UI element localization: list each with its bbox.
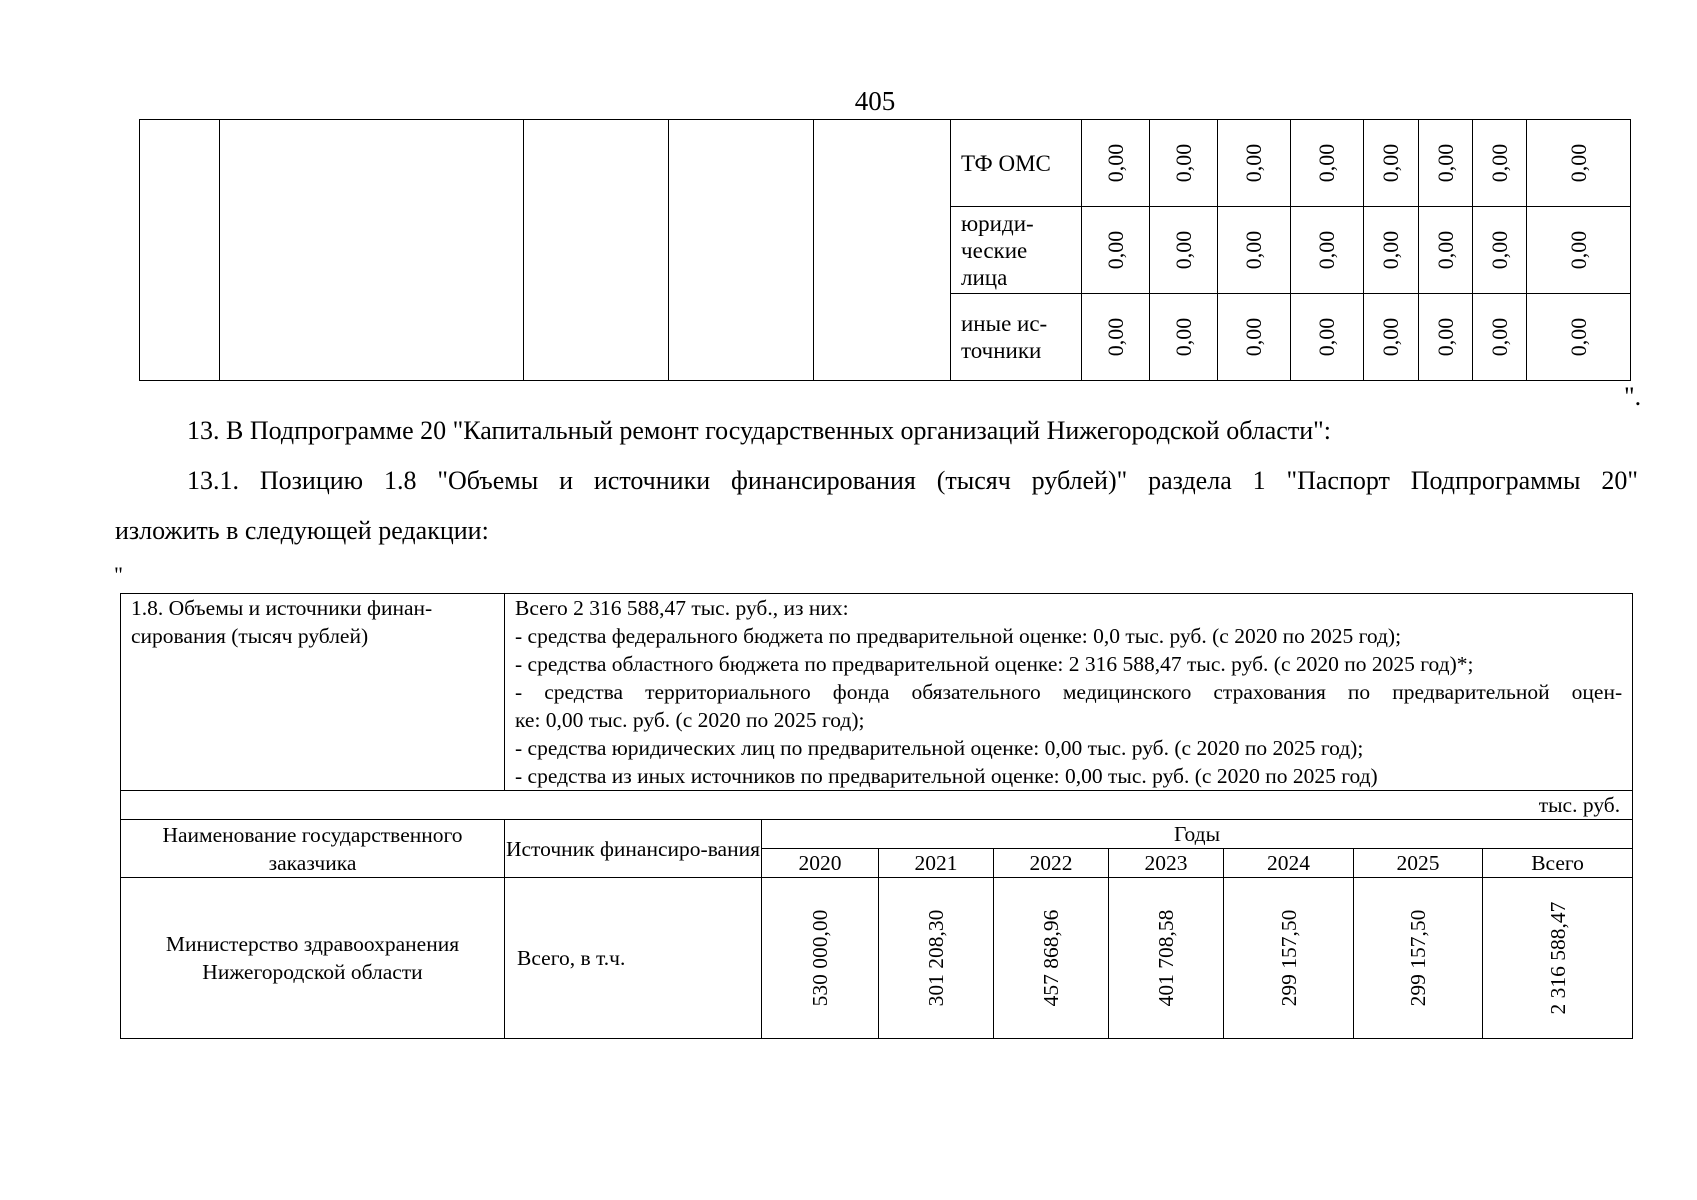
empty-cell — [814, 120, 951, 381]
value-text: 0,00 — [1565, 317, 1591, 357]
passport-row — [121, 594, 1633, 791]
value-cell — [1291, 294, 1364, 381]
year-header: 2024 — [1224, 849, 1354, 878]
passport-line: - средства из иных источников по предварительной оценке: 0,00 тыс. руб. (с 2020 по 2025 год) — [515, 764, 1378, 788]
source-cell: иные ис- точники — [951, 294, 1082, 381]
value-text: 0,00 — [1241, 230, 1266, 270]
passport-label-line: сирования (тысяч рублей) — [131, 624, 369, 648]
value-text: 299 157,50 — [1406, 909, 1430, 1007]
value-text: 301 208,30 — [924, 909, 948, 1007]
value-text: 0,00 — [1378, 317, 1403, 357]
value-text: 0,00 — [1241, 143, 1266, 183]
value-text: 457 868,96 — [1039, 909, 1063, 1007]
value-cell — [1109, 878, 1224, 1039]
empty-cell — [220, 120, 524, 381]
year-header: 2021 — [879, 849, 994, 878]
value-text: 0,00 — [1486, 143, 1512, 183]
value-text: 0,00 — [1170, 143, 1196, 183]
value-text: 0,00 — [1314, 317, 1339, 357]
value-cell — [879, 878, 994, 1039]
unit-row — [121, 791, 1633, 820]
empty-cell — [669, 120, 814, 381]
passport-label-line: 1.8. Объемы и источники финан- — [131, 596, 433, 620]
value-text: 0,00 — [1432, 230, 1458, 270]
paragraph-13: 13. В Подпрограмме 20 "Капитальный ремонт государственных организаций Нижегородской области": — [187, 416, 1331, 445]
passport-label-cell — [121, 594, 505, 791]
value-cell — [1291, 207, 1364, 294]
passport-line: - средства территориального фонда обязательного медицинского страхования по предварительной оцен- — [515, 680, 1623, 704]
header-customer: Наименование государственного заказчика — [121, 820, 505, 878]
value-text: 0,00 — [1102, 230, 1128, 270]
value-cell — [1082, 120, 1150, 207]
empty-cell — [524, 120, 669, 381]
value-text: 530 000,00 — [808, 909, 832, 1007]
value-text: 0,00 — [1241, 317, 1266, 357]
passport-line: Всего 2 316 588,47 тыс. руб., из них: — [515, 596, 849, 620]
value-text: 0,00 — [1378, 230, 1403, 270]
value-cell — [1473, 207, 1527, 294]
unit-label: тыс. руб. — [121, 791, 1633, 820]
year-header: 2023 — [1109, 849, 1224, 878]
value-cell — [1150, 294, 1218, 381]
value-text: 0,00 — [1432, 143, 1458, 183]
value-cell — [1473, 120, 1527, 207]
value-cell — [1218, 207, 1291, 294]
value-cell — [1224, 878, 1354, 1039]
customer-cell: Министерство здравоохранения Нижегородской области — [121, 878, 505, 1039]
value-cell — [762, 878, 879, 1039]
value-text: 2 316 588,47 — [1545, 901, 1570, 1015]
value-text: 0,00 — [1565, 230, 1591, 270]
value-cell — [1527, 294, 1631, 381]
value-cell — [1483, 878, 1633, 1039]
value-cell — [1419, 120, 1473, 207]
header-years: Годы — [762, 820, 1633, 849]
passport-line: ке: 0,00 тыс. руб. (с 2020 по 2025 год); — [515, 708, 865, 732]
source-cell: ТФ ОМС — [951, 120, 1082, 207]
value-text: 0,00 — [1378, 143, 1403, 183]
closing-quote: ". — [1624, 382, 1642, 411]
value-cell — [1082, 294, 1150, 381]
value-cell — [1364, 207, 1419, 294]
passport-table — [120, 593, 1633, 1039]
value-text: 0,00 — [1432, 317, 1458, 357]
value-cell — [994, 878, 1109, 1039]
value-cell — [1218, 120, 1291, 207]
passport-line: - средства федерального бюджета по предварительной оценке: 0,0 тыс. руб. (с 2020 по 2025 год); — [515, 624, 1402, 648]
continued-financing-table — [139, 119, 1631, 381]
page-number: 405 — [854, 86, 896, 116]
value-text: 299 157,50 — [1276, 909, 1301, 1007]
year-header: 2025 — [1354, 849, 1483, 878]
source-cell: юриди- ческие лица — [951, 207, 1082, 294]
year-header: 2020 — [762, 849, 879, 878]
value-cell — [1150, 120, 1218, 207]
value-text: 0,00 — [1102, 317, 1128, 357]
value-text: 0,00 — [1170, 317, 1196, 357]
value-text: 401 708,58 — [1154, 909, 1178, 1007]
value-cell — [1527, 120, 1631, 207]
empty-cell — [140, 120, 220, 381]
value-cell — [1473, 294, 1527, 381]
value-cell — [1419, 207, 1473, 294]
year-header: Всего — [1483, 849, 1633, 878]
header-source: Источник финансиро-вания — [505, 820, 762, 878]
data-row — [121, 878, 1633, 1039]
source-cell: Всего, в т.ч. — [505, 878, 762, 1039]
header-row — [121, 820, 1633, 849]
passport-text-cell — [505, 594, 1633, 791]
value-cell — [1364, 294, 1419, 381]
paragraph-13-1-continuation: изложить в следующей редакции: — [115, 516, 489, 545]
value-cell — [1150, 207, 1218, 294]
value-text: 0,00 — [1486, 230, 1512, 270]
passport-line: - средства областного бюджета по предварительной оценке: 2 316 588,47 тыс. руб. (с 2020 по 2025 год)*; — [515, 652, 1474, 676]
value-cell — [1291, 120, 1364, 207]
value-text: 0,00 — [1486, 317, 1512, 357]
year-header: 2022 — [994, 849, 1109, 878]
value-cell — [1419, 294, 1473, 381]
value-text: 0,00 — [1565, 143, 1591, 183]
value-text: 0,00 — [1102, 143, 1128, 183]
value-cell — [1364, 120, 1419, 207]
value-cell — [1527, 207, 1631, 294]
passport-line: - средства юридических лиц по предварительной оценке: 0,00 тыс. руб. (с 2020 по 2025 год); — [515, 736, 1364, 760]
value-cell — [1218, 294, 1291, 381]
paragraph-13-1: 13.1. Позицию 1.8 "Объемы и источники финансирования (тысяч рублей)" раздела 1 "Паспорт Подпрограммы 20" — [187, 466, 1638, 495]
opening-quote: " — [114, 562, 123, 587]
value-text: 0,00 — [1170, 230, 1196, 270]
value-cell — [1354, 878, 1483, 1039]
table-row — [140, 120, 1631, 207]
value-text: 0,00 — [1314, 230, 1339, 270]
value-text: 0,00 — [1314, 143, 1339, 183]
value-cell — [1082, 207, 1150, 294]
